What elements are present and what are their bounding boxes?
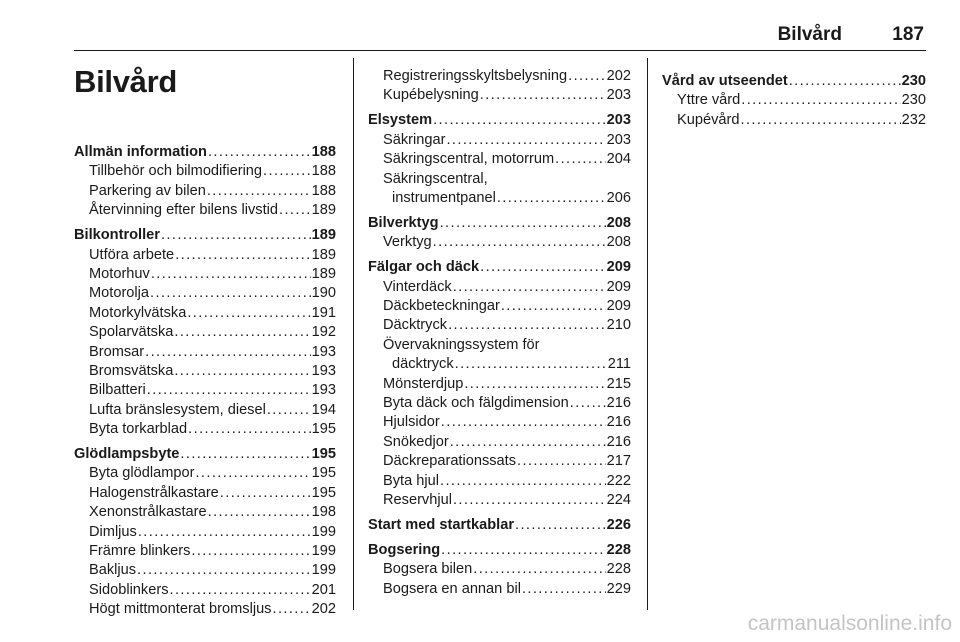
toc-leader-dots: [188, 420, 310, 439]
toc-leader-dots: [267, 401, 311, 420]
toc-section-entry[interactable]: [368, 516, 631, 535]
toc-entry[interactable]: [368, 413, 631, 432]
toc-page-number: 202: [311, 601, 336, 618]
toc-leader-dots: [195, 464, 310, 483]
toc-entry-label: Verktyg: [383, 234, 432, 251]
toc-leader-dots: [440, 214, 606, 233]
toc-entry-label: Däckbeteckningar: [383, 298, 500, 315]
toc-entry[interactable]: [74, 162, 336, 181]
toc-entry[interactable]: [74, 362, 336, 381]
toc-page-number: 203: [606, 87, 631, 104]
toc-leader-dots: [187, 304, 310, 323]
toc-entry-label: Säkringscentral, motorrum: [383, 151, 555, 168]
toc-entry-label: instrumentpanel: [392, 189, 496, 206]
toc-page-number: 204: [606, 151, 631, 168]
toc-entry[interactable]: [368, 472, 631, 491]
toc-entry[interactable]: [368, 452, 631, 471]
toc-page-number: 190: [311, 285, 336, 302]
toc-page-number: 230: [901, 92, 926, 109]
toc-leader-dots: [448, 316, 606, 335]
toc-leader-dots: [473, 560, 605, 579]
toc-page-number: 188: [311, 182, 336, 199]
toc-section-entry[interactable]: [368, 214, 631, 233]
toc-entry[interactable]: [74, 201, 336, 220]
toc-column-1: [74, 143, 336, 620]
toc-entry[interactable]: [368, 233, 631, 252]
toc-entry[interactable]: [74, 265, 336, 284]
toc-leader-dots: [497, 189, 606, 208]
toc-page-number: 209: [606, 278, 631, 295]
toc-page-number: 201: [311, 581, 336, 598]
toc-page-number: 222: [606, 472, 631, 489]
toc-leader-dots: [515, 516, 606, 535]
toc-leader-dots: [180, 445, 310, 464]
toc-page-number: 188: [311, 144, 336, 160]
toc-page-number: 192: [311, 324, 336, 341]
toc-leader-dots: [150, 284, 311, 303]
toc-entry-label: Byta hjul: [383, 472, 439, 489]
toc-entry[interactable]: [74, 561, 336, 580]
toc-entry-label: Spolarvätska: [89, 324, 174, 341]
toc-entry[interactable]: [368, 491, 631, 510]
toc-page-number: 189: [311, 202, 336, 219]
toc-entry[interactable]: [74, 323, 336, 342]
toc-leader-dots: [208, 503, 311, 522]
toc-page-number: 230: [901, 73, 926, 89]
toc-entry[interactable]: [74, 284, 336, 303]
toc-entry[interactable]: [662, 111, 926, 130]
toc-leader-dots: [170, 581, 311, 600]
toc-column-3: [662, 72, 926, 130]
toc-leader-dots: [272, 600, 310, 619]
toc-entry[interactable]: [74, 484, 336, 503]
toc-leader-dots: [741, 91, 900, 110]
toc-entry-label: Främre blinkers: [89, 543, 191, 559]
toc-entry-label: Vård av utseendet: [662, 73, 788, 89]
toc-entry-label: Glödlampsbyte: [74, 446, 180, 463]
toc-entry-label: Bilverktyg: [368, 214, 439, 231]
toc-page-number: 216: [606, 433, 631, 450]
toc-leader-dots: [208, 143, 311, 162]
toc-entry-label: Bromsvätska: [89, 362, 174, 379]
toc-entry-wrapped[interactable]: [368, 170, 631, 189]
toc-page-number: 211: [607, 356, 631, 373]
column-divider-1: [353, 58, 354, 610]
toc-entry-label: Vinterdäck: [383, 278, 452, 295]
toc-leader-dots: [517, 452, 606, 471]
toc-page-number: 194: [311, 401, 336, 418]
toc-page-number: 217: [606, 453, 631, 470]
toc-entry[interactable]: [368, 67, 631, 86]
toc-page-number: 216: [606, 414, 631, 431]
header-rule: [74, 50, 926, 51]
toc-entry[interactable]: [368, 375, 631, 394]
toc-page-number: 195: [311, 446, 336, 463]
toc-entry[interactable]: [368, 131, 631, 150]
toc-entry-label: Byta torkarblad: [89, 421, 188, 438]
toc-entry-label: Byta glödlampor: [89, 465, 195, 482]
toc-leader-dots: [570, 394, 606, 413]
toc-entry-label: Xenonstrålkastare: [89, 504, 207, 521]
toc-page-number: 189: [311, 227, 336, 244]
toc-entry[interactable]: [74, 581, 336, 600]
page-header: [74, 0, 926, 50]
toc-page-number: 208: [606, 234, 631, 251]
toc-entry-label: Hjulsidor: [383, 414, 440, 431]
toc-leader-dots: [441, 541, 605, 560]
toc-entry-label: Parkering av bilen: [89, 182, 206, 199]
toc-entry[interactable]: [368, 580, 631, 599]
toc-entry-label: Bogsering: [368, 541, 441, 558]
toc-entry-label: Reservhjul: [383, 491, 452, 508]
toc-entry-label: Byta däck och fälgdimension: [383, 395, 569, 412]
toc-entry-label: Start med startkablar: [368, 516, 514, 533]
toc-leader-dots: [263, 162, 311, 181]
toc-entry-label: Däckreparationssats: [383, 453, 517, 470]
toc-entry-label: Elsystem: [368, 112, 433, 129]
toc-entry-label: Mönsterdjup: [383, 375, 464, 392]
toc-entry-continuation[interactable]: [368, 189, 631, 208]
toc-entry-label: Kupévård: [677, 111, 740, 128]
toc-entry-label: Säkringar: [383, 131, 446, 148]
toc-entry-label: Registreringsskyltsbelysning: [383, 68, 568, 84]
watermark: carmanualsonline.info: [747, 612, 952, 635]
toc-leader-dots: [789, 72, 901, 91]
toc-entry-label: Allmän information: [74, 144, 207, 160]
toc-entry-label: Återvinning efter bilens livstid: [89, 202, 278, 219]
toc-entry-label: Halogenstrålkastare: [89, 484, 219, 501]
toc-leader-dots: [522, 580, 606, 599]
toc-entry[interactable]: [74, 523, 336, 542]
toc-leader-dots: [453, 491, 606, 510]
toc-entry-label: Motorolja: [89, 285, 150, 302]
toc-entry-label: Bakljus: [89, 562, 137, 579]
toc-entry-label: däcktryck: [392, 356, 454, 373]
toc-entry-label: Bogsera bilen: [383, 561, 473, 578]
toc-page-number: 228: [606, 541, 631, 558]
toc-entry-wrapped[interactable]: [368, 336, 631, 355]
toc-leader-dots: [441, 413, 606, 432]
toc-entry[interactable]: [368, 394, 631, 413]
toc-leader-dots: [568, 67, 606, 86]
toc-page-number: 216: [606, 395, 631, 412]
toc-page-number: 209: [606, 259, 631, 276]
toc-leader-dots: [455, 355, 607, 374]
toc-page-number: 215: [606, 375, 631, 392]
toc-column-2: [368, 67, 631, 599]
toc-leader-dots: [174, 323, 310, 342]
toc-entry[interactable]: [74, 401, 336, 420]
toc-page-number: 232: [901, 111, 926, 128]
toc-section-entry[interactable]: [368, 541, 631, 560]
toc-entry-label: Bilbatteri: [89, 382, 146, 399]
toc-leader-dots: [174, 362, 310, 381]
toc-leader-dots: [145, 343, 311, 362]
toc-entry[interactable]: [74, 542, 336, 561]
toc-leader-dots: [220, 484, 311, 503]
toc-section-entry[interactable]: [74, 226, 336, 245]
toc-section-entry[interactable]: [368, 258, 631, 277]
toc-leader-dots: [433, 233, 606, 252]
toc-leader-dots: [480, 258, 606, 277]
toc-entry-label: Övervakningssystem för: [383, 336, 540, 353]
toc-leader-dots: [440, 472, 606, 491]
toc-entry-label: Bromsar: [89, 343, 145, 360]
toc-leader-dots: [279, 201, 311, 220]
toc-entry-label: Fälgar och däck: [368, 259, 480, 276]
toc-entry[interactable]: [74, 600, 336, 619]
toc-leader-dots: [501, 297, 606, 316]
toc-entry-label: Yttre vård: [677, 92, 741, 109]
toc-page-number: 188: [311, 163, 336, 180]
toc-leader-dots: [137, 561, 311, 580]
toc-leader-dots: [453, 278, 606, 297]
toc-page-number: 229: [606, 580, 631, 597]
toc-page-number: 203: [606, 131, 631, 148]
toc-section-entry[interactable]: [74, 143, 336, 162]
toc-entry-label: Högt mittmonterat bromsljus: [89, 601, 272, 618]
toc-entry[interactable]: [368, 150, 631, 169]
toc-entry[interactable]: [368, 297, 631, 316]
toc-entry-label: Tillbehör och bilmodifiering: [89, 163, 263, 180]
toc-section-entry[interactable]: [368, 111, 631, 130]
toc-page-number: 208: [606, 214, 631, 231]
toc-entry-label: Motorhuv: [89, 265, 150, 282]
toc-entry[interactable]: [74, 420, 336, 439]
toc-leader-dots: [464, 375, 605, 394]
toc-page-number: 206: [606, 189, 631, 206]
toc-leader-dots: [191, 542, 310, 561]
toc-page-number: 195: [311, 465, 336, 482]
toc-entry[interactable]: [74, 182, 336, 201]
page-number: 187: [892, 24, 924, 45]
toc-page-number: 191: [311, 304, 336, 321]
toc-page-number: 193: [311, 382, 336, 399]
toc-entry-label: Lufta bränslesystem, diesel: [89, 401, 266, 418]
toc-entry[interactable]: [662, 91, 926, 110]
toc-entry-label: Kupébelysning: [383, 87, 479, 104]
toc-entry[interactable]: [368, 86, 631, 105]
toc-entry-label: Sidoblinkers: [89, 581, 169, 598]
toc-page-number: 226: [606, 516, 631, 533]
toc-entry[interactable]: [368, 278, 631, 297]
toc-entry-label: Säkringscentral,: [383, 170, 488, 187]
running-header-title: Bilvård: [777, 24, 842, 45]
toc-entry[interactable]: [74, 304, 336, 323]
toc-page-number: 193: [311, 362, 336, 379]
toc-entry-label: Motorkylvätska: [89, 304, 187, 321]
toc-leader-dots: [555, 150, 606, 169]
toc-leader-dots: [175, 246, 310, 265]
toc-entry-continuation[interactable]: [368, 355, 631, 374]
toc-entry[interactable]: [368, 316, 631, 335]
toc-entry[interactable]: [74, 464, 336, 483]
toc-leader-dots: [207, 182, 311, 201]
toc-page-number: 189: [311, 246, 336, 263]
chapter-title: Bilvård: [74, 64, 177, 99]
toc-entry[interactable]: [74, 381, 336, 400]
toc-page-number: 189: [311, 265, 336, 282]
toc-page-number: 195: [311, 484, 336, 501]
toc-leader-dots: [480, 86, 606, 105]
toc-entry-label: Dimljus: [89, 523, 137, 540]
toc-entry[interactable]: [74, 246, 336, 265]
toc-page-number: 209: [606, 298, 631, 315]
toc-entry[interactable]: [74, 503, 336, 522]
toc-page-number: 199: [311, 523, 336, 540]
column-divider-2: [647, 58, 648, 610]
toc-leader-dots: [138, 523, 311, 542]
toc-entry-label: Bogsera en annan bil: [383, 580, 521, 597]
toc-section-entry[interactable]: [662, 72, 926, 91]
toc-entry[interactable]: [368, 433, 631, 452]
toc-page-number: 203: [606, 112, 631, 129]
toc-entry-label: Snökedjor: [383, 433, 449, 450]
toc-page-number: 199: [311, 562, 336, 579]
toc-page-number: 224: [606, 491, 631, 508]
toc-page-number: 210: [606, 317, 631, 334]
toc-leader-dots: [147, 381, 311, 400]
toc-leader-dots: [151, 265, 311, 284]
toc-leader-dots: [446, 131, 605, 150]
toc-leader-dots: [161, 226, 311, 245]
toc-entry[interactable]: [368, 560, 631, 579]
toc-page-number: 199: [311, 543, 336, 559]
toc-page-number: 228: [606, 561, 631, 578]
toc-page-number: 193: [311, 343, 336, 360]
toc-leader-dots: [433, 111, 606, 130]
toc-page-number: 202: [606, 68, 631, 84]
toc-entry-label: Utföra arbete: [89, 246, 175, 263]
toc-entry[interactable]: [74, 343, 336, 362]
toc-page-number: 195: [311, 421, 336, 438]
toc-page-number: 198: [311, 504, 336, 521]
toc-section-entry[interactable]: [74, 445, 336, 464]
toc-leader-dots: [450, 433, 606, 452]
toc-entry-label: Däcktryck: [383, 317, 448, 334]
toc-leader-dots: [740, 111, 900, 130]
toc-entry-label: Bilkontroller: [74, 227, 160, 244]
